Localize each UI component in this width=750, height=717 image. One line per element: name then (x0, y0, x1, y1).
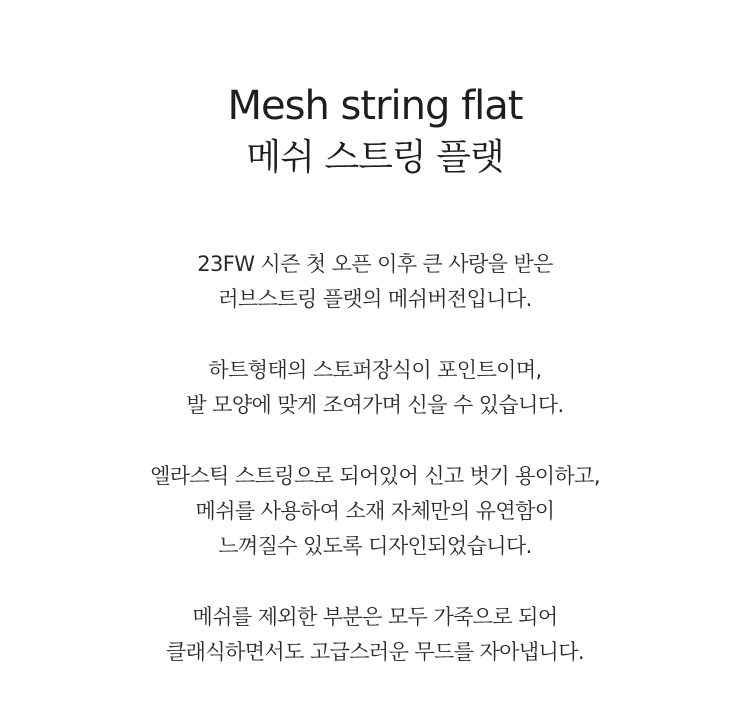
description-line: 하트형태의 스토퍼장식이 포인트이며, (208, 358, 542, 382)
description-line: 23FW 시즌 첫 오픈 이후 큰 사랑을 받은 (197, 252, 553, 276)
description-line: 느껴질수 있도록 디자인되었습니다. (218, 534, 532, 558)
product-title-block (0, 80, 750, 184)
description-paragraph-4 (0, 600, 750, 670)
description-line: 발 모양에 맞게 조여가며 신을 수 있습니다. (186, 393, 564, 417)
description-paragraph-1 (0, 247, 750, 317)
description-line: 메쉬를 사용하여 소재 자체만의 유연함이 (195, 499, 555, 523)
description-line: 메쉬를 제외한 부분은 모두 가죽으로 되어 (192, 605, 558, 629)
description-paragraph-3 (0, 459, 750, 564)
product-title-korean: 메쉬 스트링 플랫 (246, 137, 504, 178)
product-title-english: Mesh string flat (227, 83, 523, 129)
description-line: 엘라스틱 스트링으로 되어있어 신고 벗기 용이하고, (150, 464, 600, 488)
description-line: 클래식하면서도 고급스러운 무드를 자아냅니다. (165, 640, 585, 664)
description-line: 러브스트링 플랫의 메쉬버전입니다. (218, 287, 532, 311)
description-paragraph-2 (0, 353, 750, 423)
product-description (0, 247, 750, 706)
